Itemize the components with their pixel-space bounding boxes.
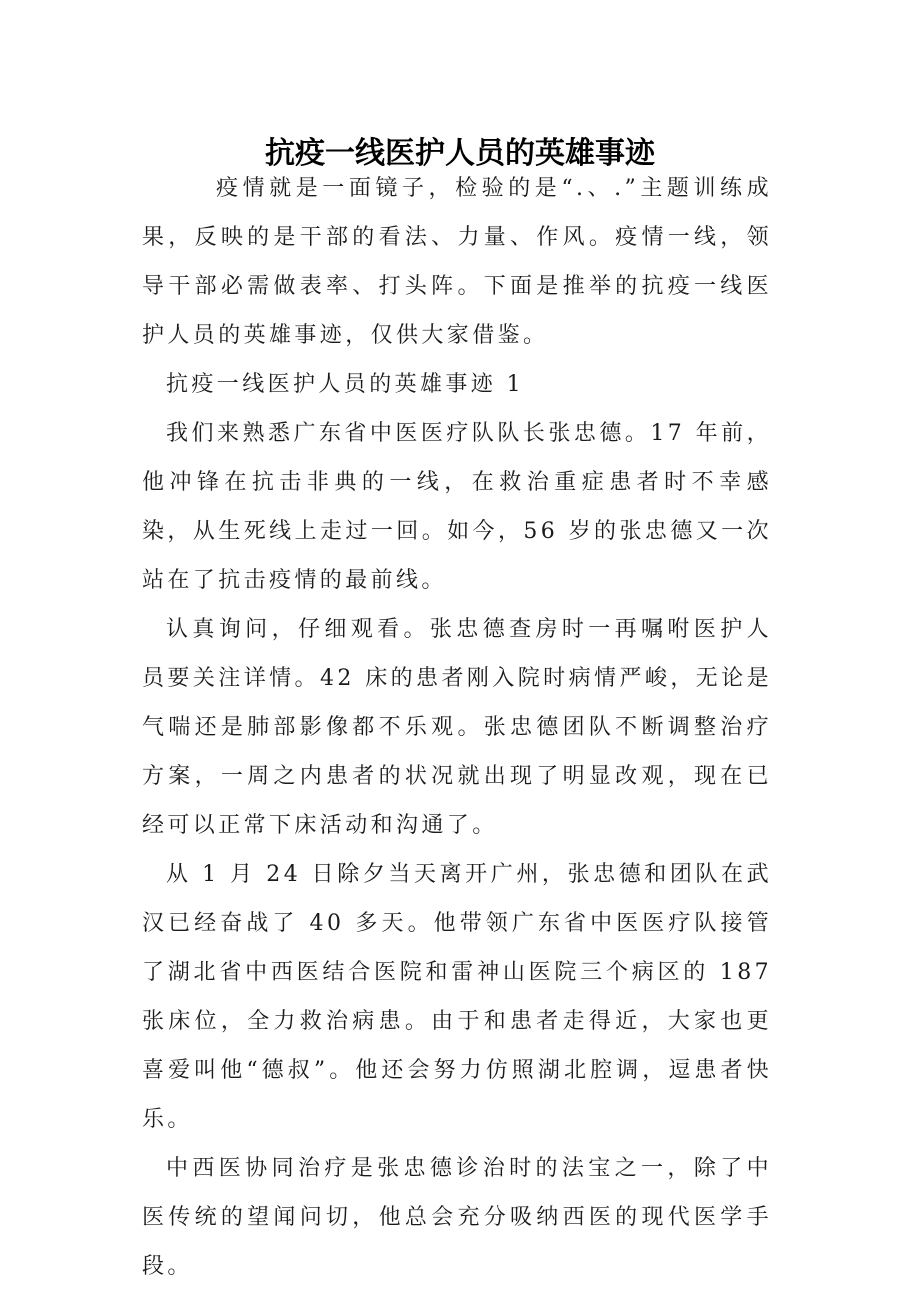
body-paragraph: 中西医协同治疗是张忠德诊治时的法宝之一，除了中医传统的望闻问切，他总会充分吸纳西医的现代医学手段。 <box>142 1156 772 1279</box>
document-title: 抗疫一线医护人员的英雄事迹 <box>265 136 655 172</box>
document-body <box>142 164 772 1291</box>
body-paragraph: 从 1 月 24 日除夕当天离开广州，张忠德和团队在武汉已经奋战了 40 多天。他带领广东省中医医疗队接管了湖北省中西医结合医院和雷神山医院三个病区的 187 张床位，全力救治病患。由于和患者走得近，大家也更喜爱叫他“德叔”。他还会努力仿照湖北腔调，逗患者快乐。 <box>142 862 772 1132</box>
intro-paragraph: 疫情就是一面镜子，检验的是“.、.”主题训练成果，反映的是干部的看法、力量、作风。疫情一线，领导干部必需做表率、打头阵。下面是推举的抗疫一线医护人员的英雄事迹，仅供大家借鉴。 <box>142 176 772 348</box>
body-paragraph: 我们来熟悉广东省中医医疗队队长张忠德。17 年前，他冲锋在抗击非典的一线，在救治重症患者时不幸感染，从生死线上走过一回。如今，56 岁的张忠德又一次站在了抗击疫情的最前线。 <box>142 421 772 593</box>
body-paragraph: 认真询问，仔细观看。张忠德查房时一再嘱咐医护人员要关注详情。42 床的患者刚入院时病情严峻，无论是气喘还是肺部影像都不乐观。张忠德团队不断调整治疗方案，一周之内患者的状况就出现了明显改观，现在已经可以正常下床活动和沟通了。 <box>142 617 772 838</box>
section-heading: 抗疫一线医护人员的英雄事迹 1 <box>166 372 524 397</box>
